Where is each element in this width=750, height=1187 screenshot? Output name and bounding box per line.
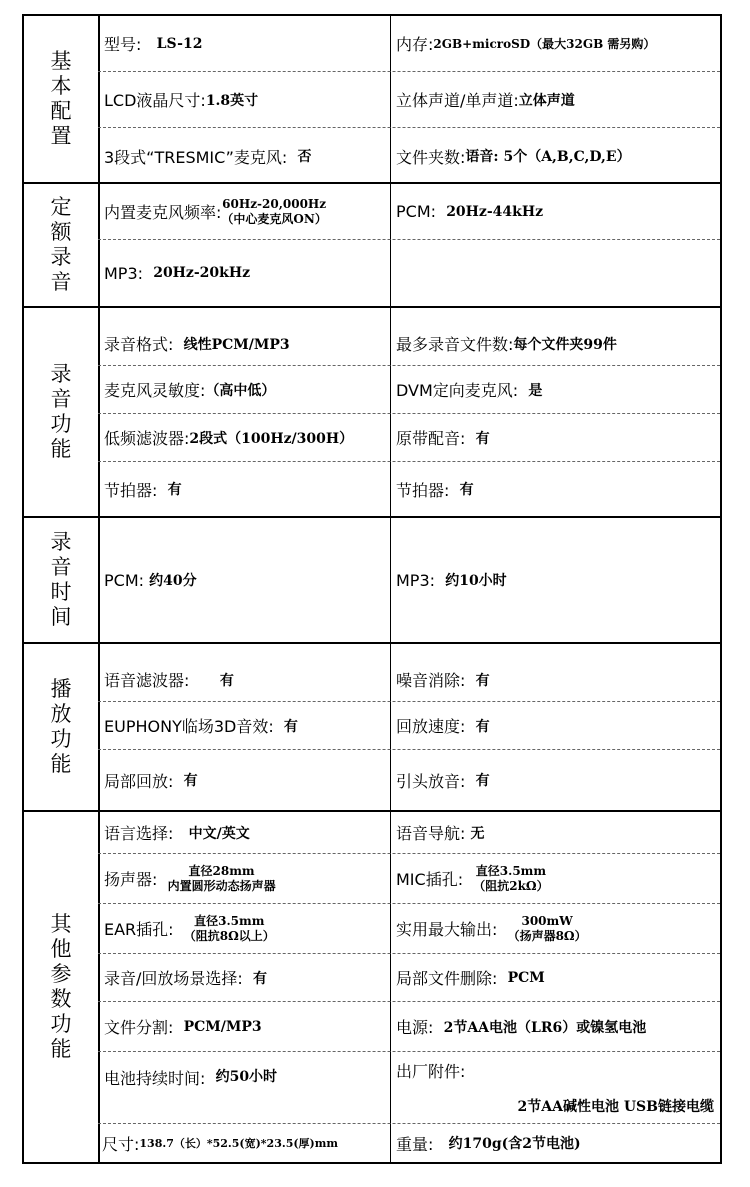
field-label: 出厂附件: [396,1062,466,1081]
table-row [98,954,720,1002]
field-value: 有 [475,430,490,447]
section-recording-functions [24,308,720,518]
category-label: 定额录音 [24,184,100,306]
field-value: 约50小时 [215,1069,278,1085]
field-value: 2节AA碱性电池 USB链接电缆 [517,1099,714,1115]
table-row [98,72,720,128]
field-label: 型号: [104,35,142,54]
table-row [98,702,720,750]
field-label: 电源: [396,1018,434,1037]
field-value: 直径3.5mm [194,913,265,928]
table-row [98,1052,720,1124]
section-playback-functions [24,644,720,812]
category-label: 其他参数功能 [24,812,100,1162]
field-label: MIC插孔: [396,870,464,889]
table-row [98,904,720,954]
table-row [98,462,720,516]
field-value: 1.8英寸 [205,92,259,109]
field-value: 有 [475,773,490,789]
table-row [98,1002,720,1052]
table-row [98,518,720,642]
field-value: 每个文件夹99件 [513,336,617,353]
field-value-note: （中心麦克风ON） [221,211,327,226]
field-label: 回放速度: [396,717,466,736]
table-row [98,16,720,72]
field-value: 20Hz-44kHz [446,203,544,220]
field-value: 有 [183,773,198,789]
table-row [98,750,720,810]
field-label: 内置麦克风频率: [104,203,222,222]
field-label: 3段式“TRESMIC”麦克风: [104,147,288,167]
field-label: 语音导航: [396,824,466,843]
field-value: 2节AA电池（LR6）或镍氢电池 [443,1019,647,1036]
table-row [98,366,720,414]
field-value-note: （阻抗2kΩ） [473,878,549,893]
section-other-params [24,812,720,1162]
field-label: PCM: [396,202,437,221]
field-label: 录音格式: [104,335,174,354]
field-label: 语言选择: [104,824,174,843]
field-label: 实用最大输出: [396,920,498,939]
field-label: 扬声器: [104,870,158,889]
field-label: LCD液晶尺寸: [104,91,206,110]
table-row [98,812,720,854]
field-label: 噪音消除: [396,671,466,690]
field-value: 138.7（长）*52.5(宽)*23.5(厚)mm [139,1137,339,1150]
field-value: LS-12 [156,35,203,52]
table-row [98,240,720,306]
field-label: 重量: [396,1134,434,1154]
field-value-note: （扬声器8Ω） [507,928,587,943]
field-label: 局部回放: [104,771,174,791]
field-label: 麦克风灵敏度: [104,381,206,400]
table-row [98,658,720,702]
category-label: 播放功能 [24,644,100,810]
field-value: 否 [297,149,312,165]
field-label: 节拍器: [396,480,450,500]
table-row [98,414,720,462]
field-value: PCM/MP3 [183,1018,262,1035]
field-label: 内存: [396,35,434,54]
field-label: 文件分割: [104,1018,174,1037]
field-label: 最多录音文件数: [396,335,514,354]
field-value: 60Hz-20,000Hz [222,196,327,211]
field-label: MP3: [104,263,144,283]
table-row [98,184,720,240]
field-value: 直径3.5mm [475,863,547,878]
category-label: 录音功能 [24,308,100,516]
field-value: 中文/英文 [188,825,250,842]
field-label: 原带配音: [396,429,466,448]
field-label: MP3: [396,570,436,590]
field-value: （高中低） [205,382,276,399]
field-value: 有 [283,718,298,735]
field-value-note: 内置圆形动态扬声器 [167,878,276,893]
field-value: 线性PCM/MP3 [183,336,290,353]
field-label: 局部文件删除: [396,969,498,988]
field-label: DVM定向麦克风: [396,381,519,400]
field-value: 无 [470,825,485,842]
field-label: 电池持续时间: [104,1069,206,1088]
field-value: 有 [459,482,474,498]
field-value: 直径28mm [188,863,255,878]
field-label: 低频滤波器: [104,429,190,448]
field-value: 20Hz-20kHz [153,265,251,281]
category-label: 录音时间 [24,518,100,642]
section-rated-recording [24,184,720,308]
category-label: 基本配置 [24,16,100,182]
field-value: 约10小时 [445,573,507,589]
field-label: 尺寸: [102,1134,140,1154]
table-row [98,128,720,184]
table-row [98,1124,720,1162]
field-label: 引头放音: [396,771,466,791]
field-value: 约170g(含2节电池) [448,1136,581,1152]
field-value: 是 [528,382,543,399]
field-value: 有 [475,718,490,735]
field-value-note: （阻抗8Ω以上） [183,928,275,943]
field-label: PCM: [104,570,145,590]
field-value: 有 [475,672,490,689]
field-value: 有 [219,672,234,689]
field-value: 2GB+microSD（最大32GB 需另购） [433,37,656,51]
field-label: EUPHONY临场3D音效: [104,717,274,736]
field-value: PCM [507,969,545,986]
field-value: 2段式（100Hz/300H） [189,430,354,447]
field-value: 语音: 5个（A,B,C,D,E） [465,149,631,165]
field-value: 立体声道 [518,92,575,109]
field-label: 节拍器: [104,480,158,500]
field-label: 立体声道/单声道: [396,91,519,110]
spec-table [22,14,722,1164]
section-recording-time [24,518,720,644]
field-value: 有 [167,482,182,498]
field-value: 约40分 [149,573,197,589]
field-label: 语音滤波器: [104,671,190,690]
field-value: 300mW [521,913,573,928]
field-label: 录音/回放场景选择: [104,969,243,988]
field-label: EAR插孔: [104,920,174,939]
field-value: 有 [252,970,267,987]
field-label: 文件夹数: [396,147,466,167]
table-row [98,854,720,904]
section-basic-config [24,16,720,184]
table-row [98,322,720,366]
